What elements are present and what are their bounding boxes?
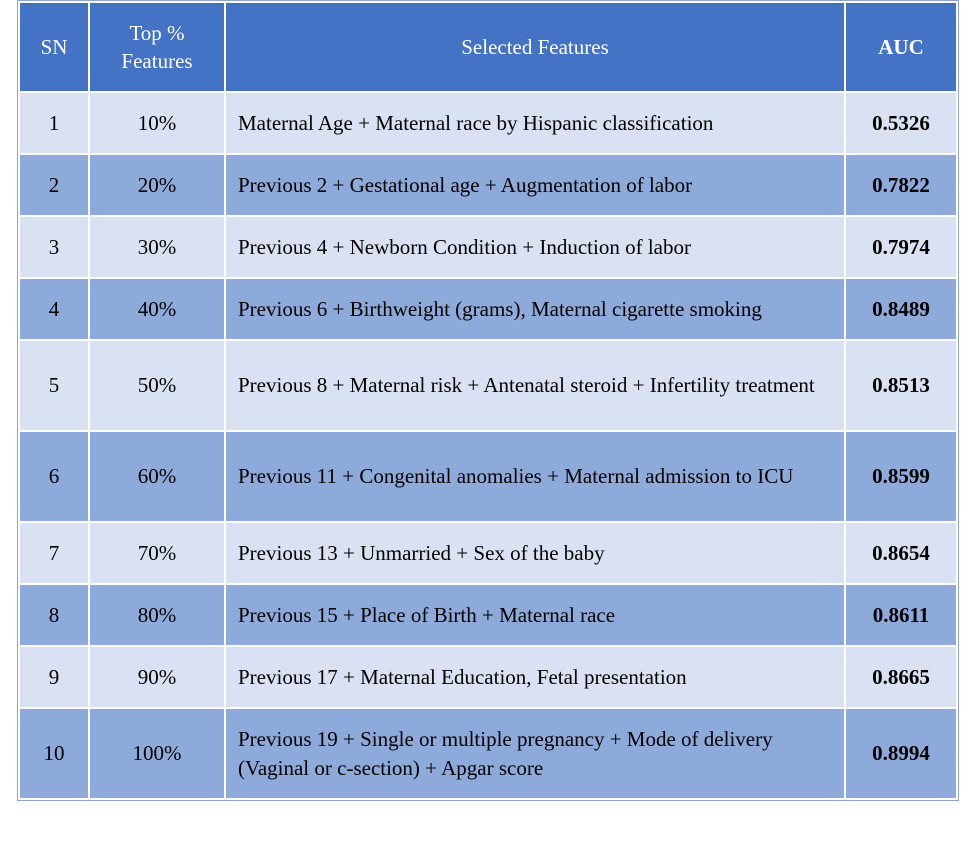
header-top-percent	[90, 3, 224, 91]
cell-sn: 5	[20, 341, 88, 430]
table-row	[20, 647, 956, 707]
cell-top-percent: 60%	[90, 432, 224, 521]
table-row	[20, 155, 956, 215]
table-row	[20, 585, 956, 645]
table-row	[20, 341, 956, 430]
cell-sn: 2	[20, 155, 88, 215]
cell-features: Previous 2 + Gestational age + Augmentation of labor	[226, 155, 844, 215]
cell-sn: 4	[20, 279, 88, 339]
cell-auc: 0.8611	[846, 585, 956, 645]
header-top-line2: Features	[121, 49, 193, 73]
cell-sn: 9	[20, 647, 88, 707]
table-body	[20, 93, 956, 798]
cell-top-percent: 70%	[90, 523, 224, 583]
cell-features: Previous 13 + Unmarried + Sex of the baby	[226, 523, 844, 583]
cell-sn: 1	[20, 93, 88, 153]
cell-sn: 8	[20, 585, 88, 645]
table-row	[20, 93, 956, 153]
cell-auc: 0.7822	[846, 155, 956, 215]
cell-features: Previous 19 + Single or multiple pregnancy + Mode of delivery (Vaginal or c-section) + Apgar score	[226, 709, 844, 798]
cell-auc: 0.8513	[846, 341, 956, 430]
cell-top-percent: 90%	[90, 647, 224, 707]
header-selected-features: Selected Features	[226, 3, 844, 91]
table-row	[20, 432, 956, 521]
cell-auc: 0.8994	[846, 709, 956, 798]
cell-auc: 0.7974	[846, 217, 956, 277]
cell-features: Maternal Age + Maternal race by Hispanic classification	[226, 93, 844, 153]
cell-sn: 3	[20, 217, 88, 277]
cell-auc: 0.8654	[846, 523, 956, 583]
cell-top-percent: 10%	[90, 93, 224, 153]
cell-features: Previous 15 + Place of Birth + Maternal race	[226, 585, 844, 645]
cell-top-percent: 100%	[90, 709, 224, 798]
table-row	[20, 217, 956, 277]
cell-top-percent: 40%	[90, 279, 224, 339]
table-row	[20, 279, 956, 339]
table-row	[20, 523, 956, 583]
header-sn: SN	[20, 3, 88, 91]
cell-top-percent: 80%	[90, 585, 224, 645]
cell-sn: 6	[20, 432, 88, 521]
cell-sn: 10	[20, 709, 88, 798]
cell-features: Previous 11 + Congenital anomalies + Maternal admission to ICU	[226, 432, 844, 521]
cell-features: Previous 4 + Newborn Condition + Induction of labor	[226, 217, 844, 277]
table-header	[20, 3, 956, 91]
cell-sn: 7	[20, 523, 88, 583]
header-auc: AUC	[846, 3, 956, 91]
header-row	[20, 3, 956, 91]
cell-auc: 0.8599	[846, 432, 956, 521]
cell-top-percent: 30%	[90, 217, 224, 277]
cell-features: Previous 8 + Maternal risk + Antenatal steroid + Infertility treatment	[226, 341, 844, 430]
cell-features: Previous 17 + Maternal Education, Fetal presentation	[226, 647, 844, 707]
cell-top-percent: 20%	[90, 155, 224, 215]
table-row	[20, 709, 956, 798]
header-top-line1: Top %	[129, 21, 185, 45]
cell-auc: 0.5326	[846, 93, 956, 153]
cell-top-percent: 50%	[90, 341, 224, 430]
cell-auc: 0.8489	[846, 279, 956, 339]
cell-auc: 0.8665	[846, 647, 956, 707]
auc-feature-table	[18, 1, 958, 800]
cell-features: Previous 6 + Birthweight (grams), Maternal cigarette smoking	[226, 279, 844, 339]
